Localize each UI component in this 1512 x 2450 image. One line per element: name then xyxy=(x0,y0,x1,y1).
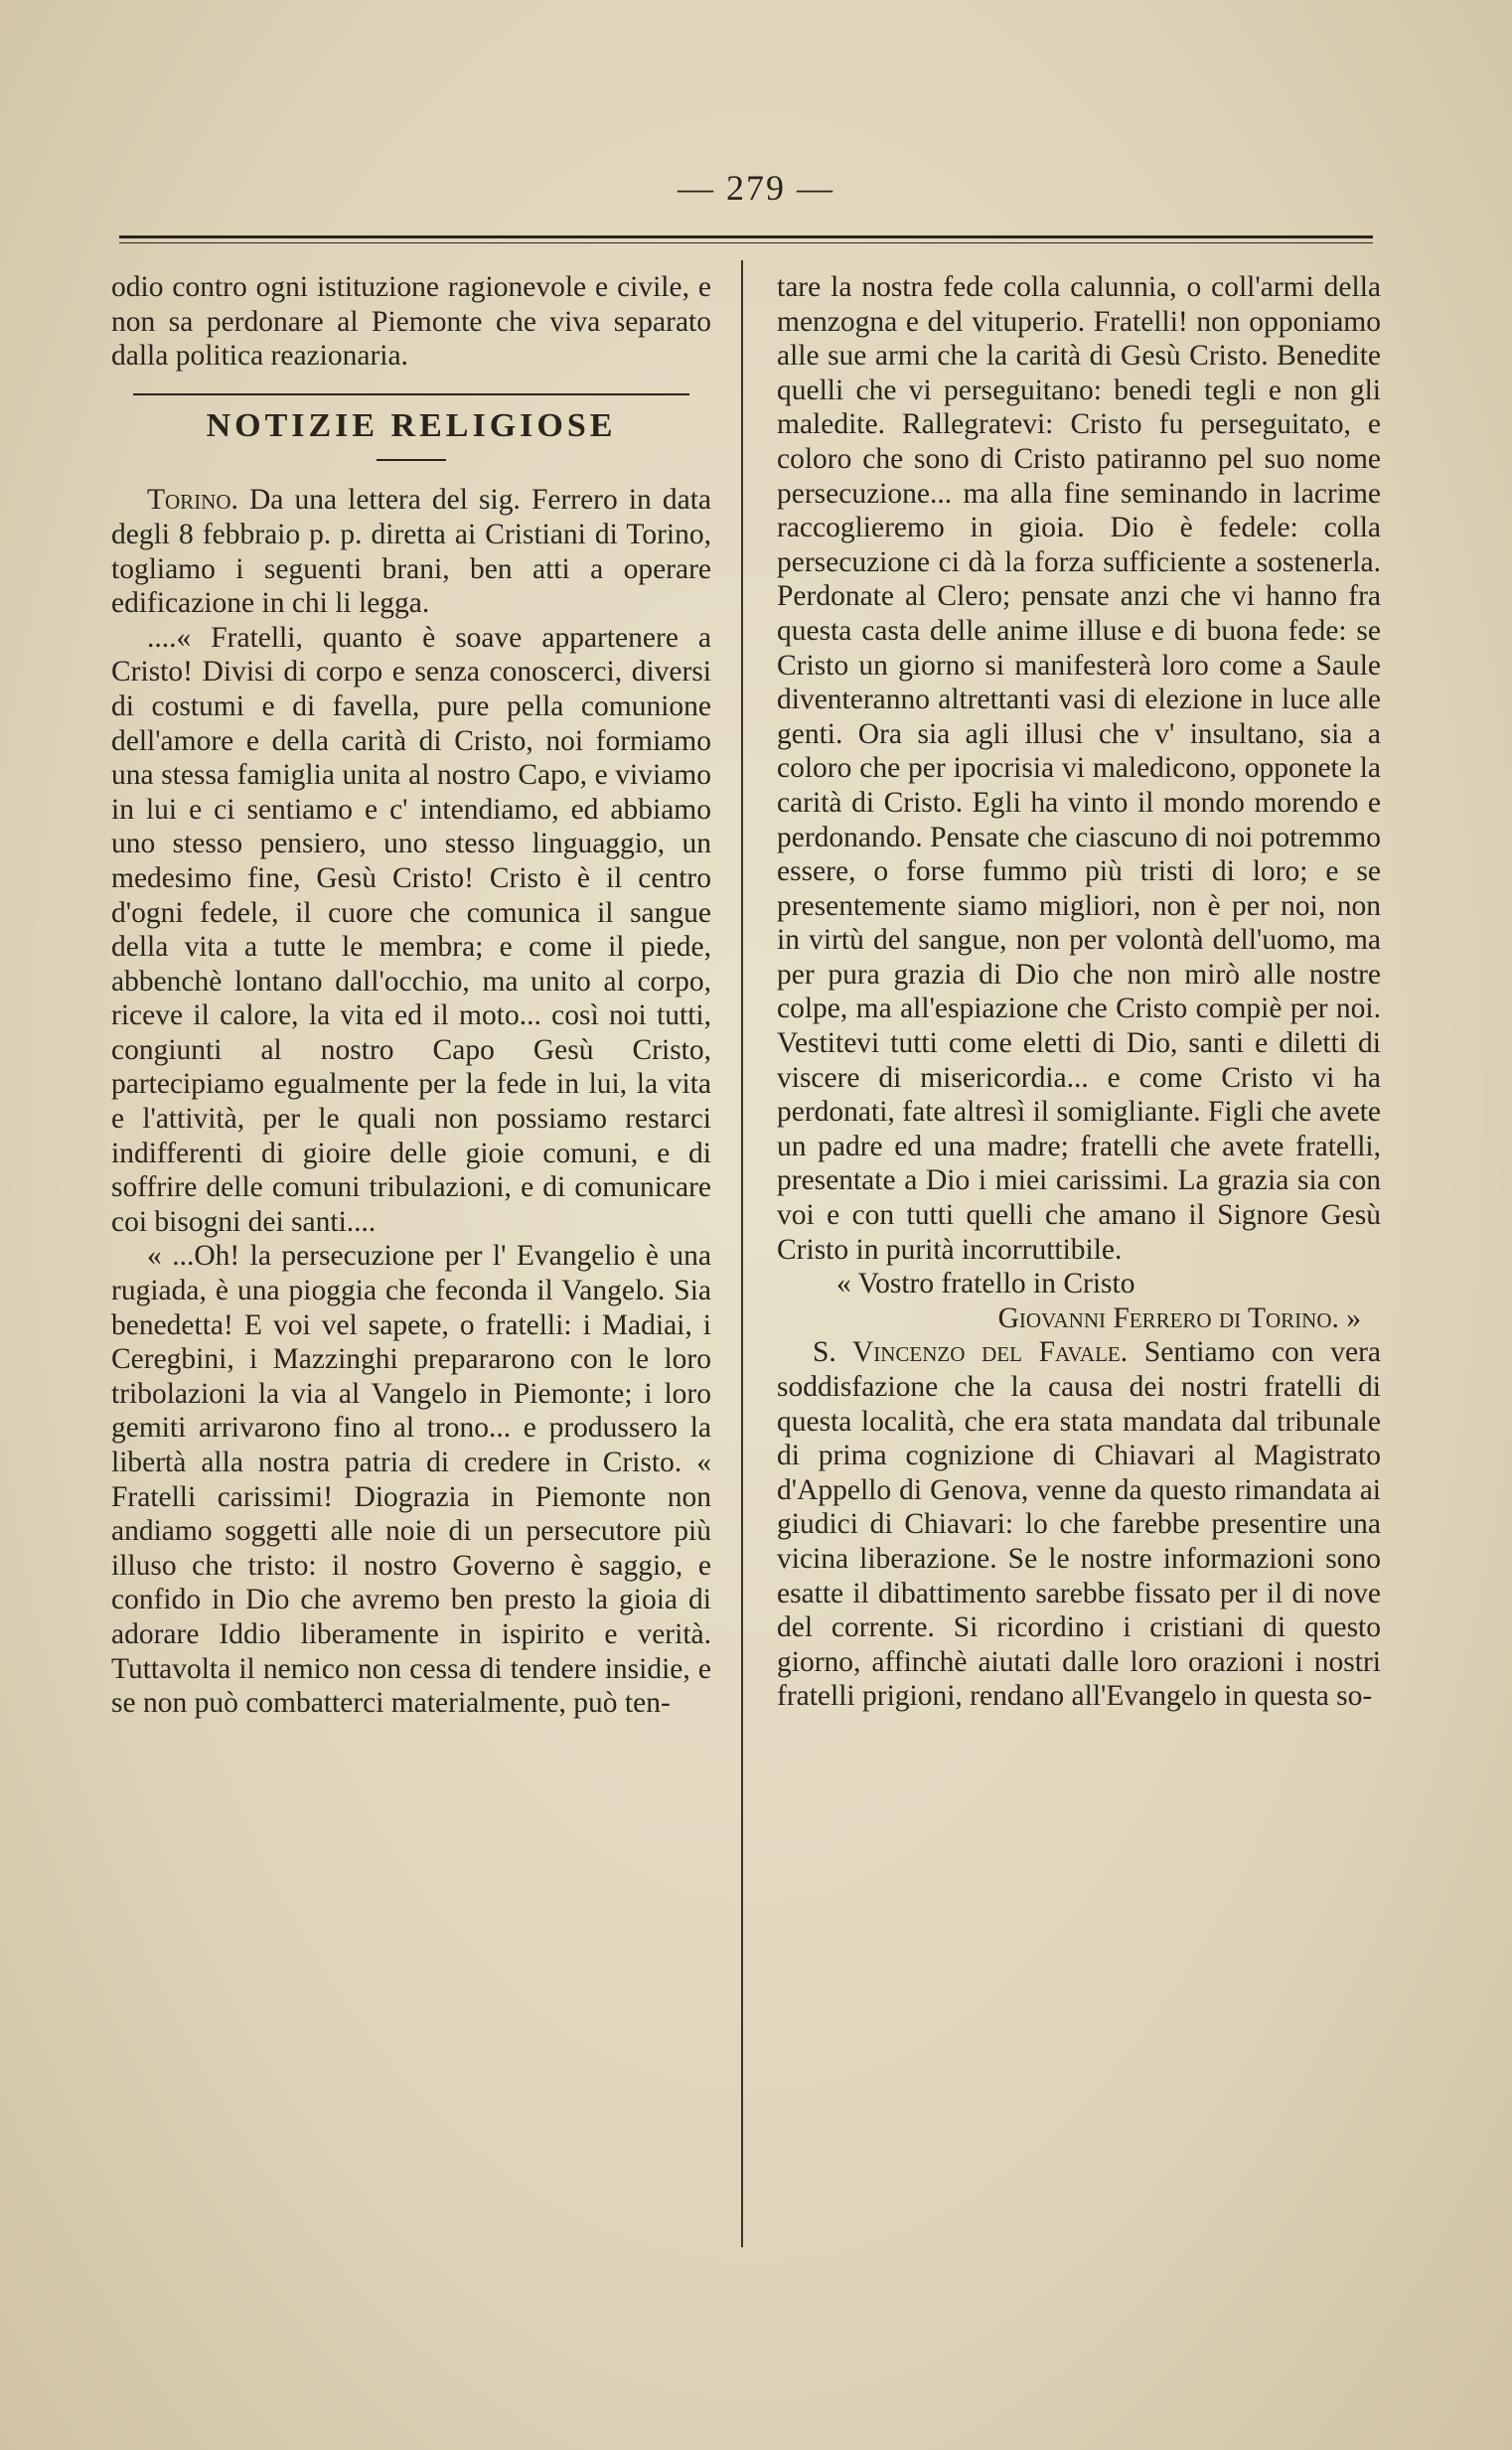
page-number: — 279 — xyxy=(678,168,834,208)
vincenzo-place: S. Vincenzo del Favale. xyxy=(813,1336,1129,1369)
quote-paragraph-1: ....« Fratelli, quanto è soave appartenere a Cristo! Divisi di corpo e senza conoscerci, diversi di costumi e di favella, pure pella comunione dell'amore e della carità di Cristo, noi formiamo una stessa famiglia unita al nostro Capo, e viviamo in lui e ci sentiamo e c' intendiamo, ed abbiamo uno stesso pensiero, uno stesso linguaggio, un medesimo fine, Gesù Cristo! Cristo è il centro d'ogni fedele, il cuore che comunica il sangue della vita a tutte le membra; e come il piede, abbenchè lontano dall'occhio, ma unito al corpo, riceve il calore, la vita ed il moto... così noi tutti, congiunti al nostro Capo Gesù Cristo, partecipiamo egualmente per la fede in lui, la vita e l'attività, per le quali non possiamo restarci indifferenti di gioire delle gioie comuni, e di soffrire delle comuni tribulazioni, e di comunicare coi bisogni dei santi.... xyxy=(111,621,711,1238)
header-rule xyxy=(119,235,1373,238)
quote-continuation: tare la nostra fede colla calunnia, o coll'armi della menzogna e del vituperio. Fratelli! non opponiamo alle sue armi che la carità di Gesù Cristo. Benedite quelli che vi perseguitano: benedi tegli e non gli maledite. Rallegratevi: Cristo fu perseguitato, e coloro che sono di Cristo patiranno pel suo nome persecuzione... ma alla fine seminando in lacrime raccoglieremo in gioia. Dio è fedele: colla persecuzione ci dà la forza sufficiente a sostenerla. Perdonate al Clero; pensate anzi che vi hanno fra questa casta delle anime illuse e di buona fede: se Cristo un giorno si manifesterà loro come a Saule diventeranno altrettanti vasi di elezione in luce alle genti. Ora sia agli illusi che v' insultano, sia a coloro che per ipocrisia vi maledicono, opponete la carità di Cristo. Egli ha vinto il mondo morendo e perdonando. Pensate che ciascuno di noi potremmo essere, o forse fummo più tristi di loro; e se presentemente siamo migliori, non è per noi, non in virtù del sangue, non per volontà dell'uomo, ma per pura grazia di Dio che non mirò alle nostre colpe, ma all'espiazione che Cristo compiè per noi. Vestitevi tutti come eletti di Dio, santi e diletti di viscere di misericordia... e come Cristo vi ha perdonati, fate altresì il somigliante. Figli che avete un padre ed una madre; fratelli che avete fratelli, presentate a Dio i miei carissimi. La grazia sia con voi e con tutti quelli che amano il Signore Gesù Cristo in purità incorruttibile. xyxy=(777,271,1381,1266)
quote-paragraph-2: « ...Oh! la persecuzione per l' Evangelio è una rugiada, è una pioggia che feconda il Vangelo. Sia benedetta! E voi vel sapete, o fratelli: i Madiai, i Ceregbini, i Mazzinghi prepararono con le loro tribolazioni la via al Vangelo in Piemonte; i loro gemiti arrivarono fino al trono... e produssero la libertà alla nostra patria di credere in Cristo. « Fratelli carissimi! Diograzia in Piemonte non andiamo soggetti alle noie di un persecutore più illuso che tristo: il nostro Governo è saggio, e confido in Dio che avremo ben presto la gioia di adorare Iddio liberamente in ispirito e verità. Tuttavolta il nemico non cessa di tendere insidie, e se non può combatterci materialmente, può ten- xyxy=(111,1240,711,1720)
right-column xyxy=(777,270,1381,1714)
signoff-name: Giovanni Ferrero di Torino. » xyxy=(997,1302,1361,1334)
short-rule xyxy=(377,459,446,461)
section-heading: NOTIZIE RELIGIOSE xyxy=(206,406,617,444)
header-rule-thin xyxy=(119,242,1373,243)
torino-intro-paragraph xyxy=(111,483,711,620)
continuation-paragraph: odio contro ogni istituzione ragionevole e civile, e non sa perdonare al Piemonte che viva separato dalla politica reazionaria. xyxy=(111,271,711,373)
vincenzo-paragraph xyxy=(777,1335,1381,1714)
vincenzo-text: Sentiamo con vera soddisfazione che la causa dei nostri fratelli di questa località, che era stata mandata dal tribunale di prima cognizione di Chiavari al Magistrato d'Appello di Genova, venne da questo rimandata ai giudici di Chiavari: lo che farebbe presentire una vicina liberazione. Se le nostre informazioni sono esatte il dibattimento sarebbe fissato per il di nove del corrente. Si ricordino i cristiani di questo giorno, affinchè aiutati dalle loro orazioni i nostri fratelli prigioni, rendano all'Evangelo in questa so- xyxy=(777,1336,1381,1713)
column-divider xyxy=(741,260,743,2247)
section-rule xyxy=(133,393,689,395)
torino-place: Torino. xyxy=(147,484,238,517)
left-column xyxy=(111,270,711,1721)
signoff-line: « Vostro fratello in Cristo xyxy=(836,1268,1135,1301)
torino-intro-text: Da una lettera del sig. Ferrero in data degli 8 febbraio p. p. diretta ai Cristiani di Torino, togliamo i seguenti brani, ben atti a operare edificazione in chi li legga. xyxy=(111,484,712,620)
